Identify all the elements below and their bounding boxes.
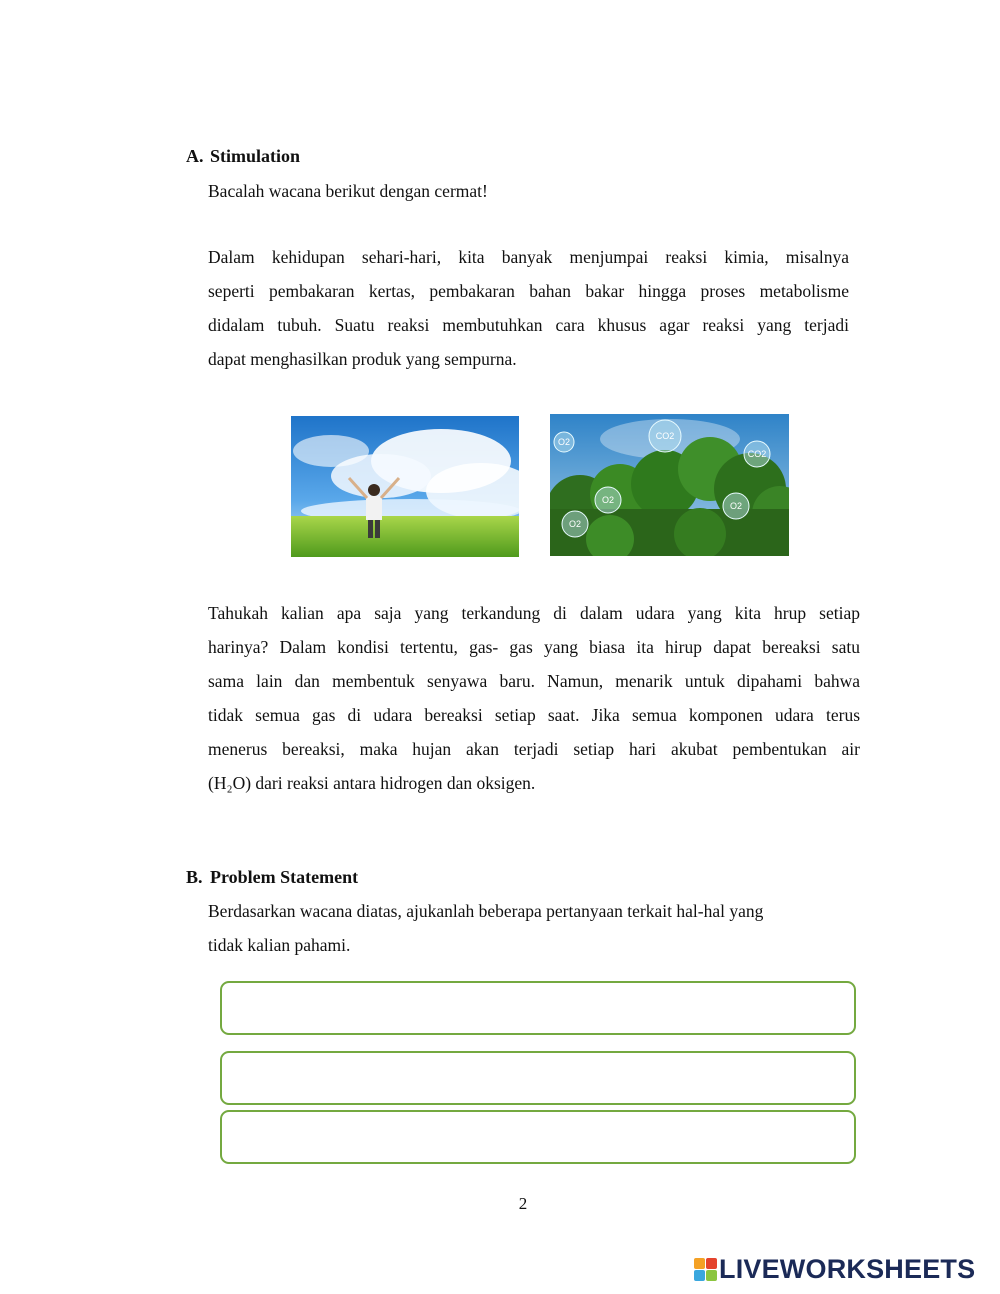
paragraph-2 <box>208 596 860 800</box>
liveworksheets-wordmark: LIVEWORKSHEETS <box>719 1253 976 1284</box>
paragraph-1-line: didalam tubuh. Suatu reaksi membutuhkan cara khusus agar reaksi yang terjadi <box>208 315 849 335</box>
liveworksheets-brand <box>694 1254 975 1284</box>
paragraph-1-line: seperti pembakaran kertas, pembakaran bahan bakar hingga proses metabolisme <box>208 281 849 301</box>
paragraph-2-line: menerus bereaksi, maka hujan akan terjadi setiap hari akubat pembentukan air <box>208 739 860 759</box>
section-a-title: Stimulation <box>210 146 301 166</box>
section-b-instruction-line: tidak kalian pahami. <box>208 935 351 955</box>
section-b-heading <box>186 866 358 888</box>
bubble-label: O2 <box>729 501 743 511</box>
bubble-label: CO2 <box>655 431 675 441</box>
section-a-heading <box>186 145 300 167</box>
bubble-label: CO2 <box>747 449 767 459</box>
paragraph-1-line: dapat menghasilkan produk yang sempurna. <box>208 349 517 369</box>
section-b-title: Problem Statement <box>210 867 359 887</box>
paragraph-1 <box>208 240 849 376</box>
trees-with-gas-bubbles-image <box>550 414 789 556</box>
answer-box-1[interactable] <box>220 981 856 1035</box>
paragraph-2-line: Tahukah kalian apa saja yang terkandung di dalam udara yang kita hrup setiap <box>208 603 860 623</box>
paragraph-2-line: tidak semua gas di udara bereaksi setiap saat. Jika semua komponen udara terus <box>208 705 860 725</box>
bubble-label: O2 <box>601 495 615 505</box>
paragraph-2-line: sama lain dan membentuk senyawa baru. Namun, menarik untuk dipahami bahwa <box>208 671 860 691</box>
section-b-marker: B. <box>186 867 203 887</box>
bubble-label: O2 <box>557 437 571 447</box>
page-number: 2 <box>518 1194 528 1213</box>
section-a-instruction: Bacalah wacana berikut dengan cermat! <box>208 181 488 201</box>
liveworksheets-logo-icon <box>694 1258 717 1281</box>
answer-box-2[interactable] <box>220 1051 856 1105</box>
paragraph-2-line: (H₂O) dari reaksi antara hidrogen dan oksigen. <box>208 773 536 793</box>
paragraph-1-line: Dalam kehidupan sehari-hari, kita banyak menjumpai reaksi kimia, misalnya <box>208 247 849 267</box>
paragraph-2-line: harinya? Dalam kondisi tertentu, gas- gas yang biasa ita hirup dapat bereaksi satu <box>208 637 860 657</box>
section-a-marker: A. <box>186 146 204 166</box>
answer-box-3[interactable] <box>220 1110 856 1164</box>
section-b-instruction <box>208 894 868 962</box>
section-b-instruction-line: Berdasarkan wacana diatas, ajukanlah beberapa pertanyaan terkait hal-hal yang <box>208 901 764 921</box>
person-in-field-image <box>291 416 519 557</box>
trees-with-gas-bubbles-graphic <box>550 414 789 556</box>
person-in-field-graphic <box>291 416 519 557</box>
bubble-label: O2 <box>568 519 582 529</box>
